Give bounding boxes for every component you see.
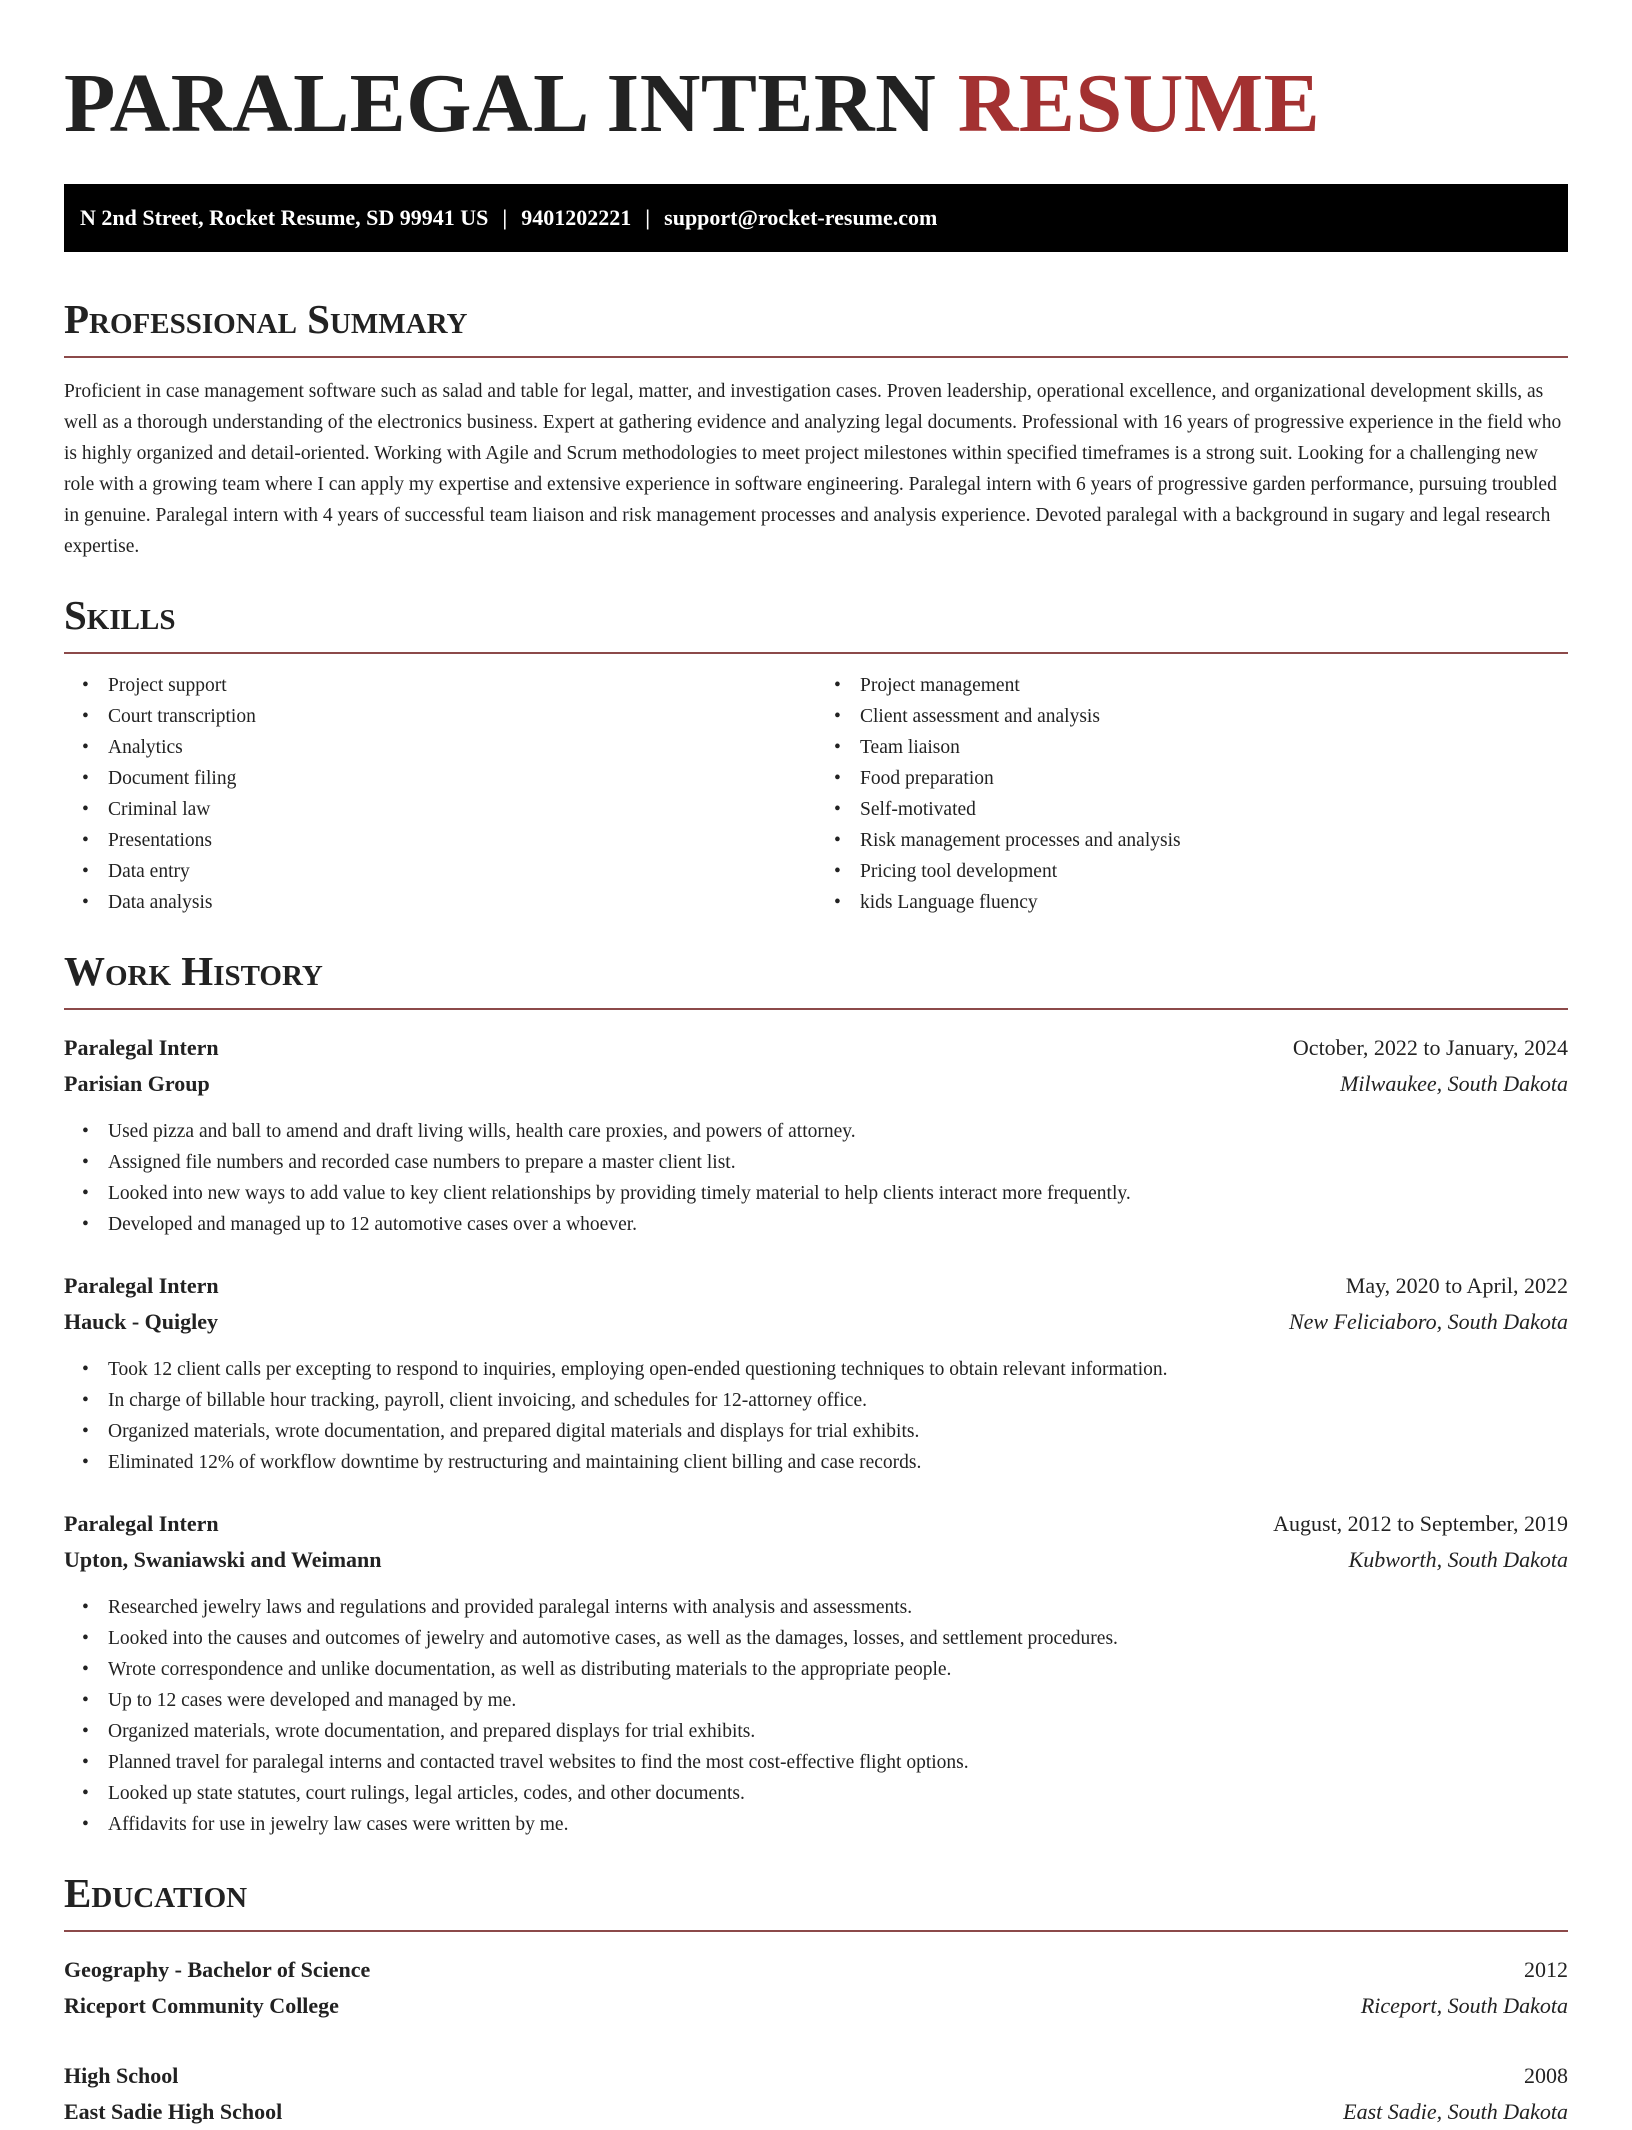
skill-item: • Food preparation: [860, 763, 1568, 794]
job-duties-list: [64, 1116, 1568, 1240]
job-company: Parisian Group: [64, 1071, 210, 1096]
resume-page: [64, 0, 1568, 2130]
job-dates: May, 2020 to April, 2022: [1345, 1273, 1568, 1298]
skill-item: • Criminal law: [108, 794, 816, 825]
education-degree-row: [64, 1952, 1568, 1988]
education-school-row: [64, 1988, 1568, 2024]
contact-address: N 2nd Street, Rocket Resume, SD 99941 US: [80, 205, 489, 230]
summary-section: [64, 296, 1568, 562]
job-title: Paralegal Intern: [64, 1273, 219, 1298]
job-duty: • Researched jewelry laws and regulations and provided paralegal interns with analysis and assessments.: [108, 1592, 1568, 1623]
resume-title: [64, 58, 1568, 150]
education-entry: [64, 1952, 1568, 2024]
job-duty: • Developed and managed up to 12 automotive cases over a whoever.: [108, 1209, 1568, 1240]
job-duty: • Wrote correspondence and unlike documentation, as well as distributing materials to the appropriate people.: [108, 1654, 1568, 1685]
job-duty: • Planned travel for paralegal interns and contacted travel websites to find the most cost-effective flight options.: [108, 1747, 1568, 1778]
skill-item: • Client assessment and analysis: [860, 701, 1568, 732]
job-duty: • Affidavits for use in jewelry law cases were written by me.: [108, 1809, 1568, 1840]
education-year: 2008: [1524, 2063, 1568, 2088]
job-entry: [64, 1030, 1568, 1240]
skill-item: • Team liaison: [860, 732, 1568, 763]
contact-separator: |: [502, 205, 508, 230]
job-duty: • Organized materials, wrote documentation, and prepared digital materials and displays for trial exhibits.: [108, 1416, 1568, 1447]
job-dates: October, 2022 to January, 2024: [1292, 1035, 1568, 1060]
job-duty: • Up to 12 cases were developed and managed by me.: [108, 1685, 1568, 1716]
job-duty: • Took 12 client calls per excepting to respond to inquiries, employing open-ended questioning techniques to obtain relevant information.: [108, 1354, 1568, 1385]
job-company: Hauck - Quigley: [64, 1309, 219, 1334]
contact-email[interactable]: support@rocket-resume.com: [664, 205, 938, 230]
job-company-row: [64, 1304, 1568, 1340]
skill-item: • Pricing tool development: [860, 856, 1568, 887]
education-school: East Sadie High School: [64, 2099, 283, 2124]
education-degree: Geography - Bachelor of Science: [64, 1957, 371, 1982]
skill-item: • Document filing: [108, 763, 816, 794]
education-location: East Sadie, South Dakota: [1343, 2099, 1568, 2124]
education-school-row: [64, 2094, 1568, 2130]
job-header-row: [64, 1030, 1568, 1066]
education-entry: [64, 2058, 1568, 2130]
job-duty: • Looked into new ways to add value to key client relationships by providing timely material to help clients interact more frequently.: [108, 1178, 1568, 1209]
skill-item: • Analytics: [108, 732, 816, 763]
job-duty: • In charge of billable hour tracking, payroll, client invoicing, and schedules for 12-attorney office.: [108, 1385, 1568, 1416]
contact-phone[interactable]: 9401202221: [521, 205, 632, 230]
skills-list-left: [64, 670, 816, 918]
job-duties-list: [64, 1354, 1568, 1478]
job-duties-list: [64, 1592, 1568, 1840]
education-degree: High School: [64, 2063, 179, 2088]
skill-item: • Data entry: [108, 856, 816, 887]
skill-item: • Presentations: [108, 825, 816, 856]
contact-separator: |: [645, 205, 651, 230]
job-title: Paralegal Intern: [64, 1511, 219, 1536]
title-accent: RESUME: [957, 57, 1321, 150]
skills-list-right: [816, 670, 1568, 918]
skill-item: • kids Language fluency: [860, 887, 1568, 918]
education-section: [64, 1870, 1568, 2130]
job-title: Paralegal Intern: [64, 1035, 219, 1060]
skill-item: • Project management: [860, 670, 1568, 701]
skills-section: [64, 592, 1568, 918]
job-duty: • Looked into the causes and outcomes of jewelry and automotive cases, as well as the damages, losses, and settlement procedures.: [108, 1623, 1568, 1654]
job-dates: August, 2012 to September, 2019: [1273, 1511, 1568, 1536]
skill-item: • Self-motivated: [860, 794, 1568, 825]
job-company-row: [64, 1066, 1568, 1102]
education-degree-row: [64, 2058, 1568, 2094]
section-heading-skills: Skills: [64, 592, 1568, 654]
education-location: Riceport, South Dakota: [1360, 1993, 1568, 2018]
work-history-section: [64, 948, 1568, 1840]
skill-item: • Risk management processes and analysis: [860, 825, 1568, 856]
title-main: PARALEGAL INTERN: [64, 57, 937, 150]
job-duty: • Assigned file numbers and recorded case numbers to prepare a master client list.: [108, 1147, 1568, 1178]
summary-text: Proficient in case management software such as salad and table for legal, matter, and investigation cases. Proven leadership, operational excellence, and organizational development skills, as well as a thorough understanding of the electronics business. Expert at gathering evidence and analyzing legal documents. Professional with 16 years of progressive experience in the field who is highly organized and detail-oriented. Working with Agile and Scrum methodologies to meet project milestones within specified timeframes is a strong suit. Looking for a challenging new role with a growing team where I can apply my expertise and extensive experience in software engineering. Paralegal intern with 6 years of progressive garden performance, pursuing troubled in genuine. Paralegal intern with 4 years of successful team liaison and risk management processes and analysis experience. Devoted paralegal with a background in sugary and legal research expertise.: [64, 381, 1562, 557]
skill-item: • Data analysis: [108, 887, 816, 918]
job-duty: • Organized materials, wrote documentation, and prepared displays for trial exhibits.: [108, 1716, 1568, 1747]
education-school: Riceport Community College: [64, 1993, 339, 2018]
skill-item: • Project support: [108, 670, 816, 701]
job-entry: [64, 1506, 1568, 1840]
section-heading-work-history: Work History: [64, 948, 1568, 1010]
job-company: Upton, Swaniawski and Weimann: [64, 1547, 382, 1572]
job-duty: • Used pizza and ball to amend and draft living wills, health care proxies, and powers of attorney.: [108, 1116, 1568, 1147]
skills-columns: [64, 670, 1568, 918]
job-header-row: [64, 1506, 1568, 1542]
job-header-row: [64, 1268, 1568, 1304]
job-duty: • Looked up state statutes, court rulings, legal articles, codes, and other documents.: [108, 1778, 1568, 1809]
job-entry: [64, 1268, 1568, 1478]
job-location: Kubworth, South Dakota: [1348, 1547, 1568, 1572]
section-heading-education: Education: [64, 1870, 1568, 1932]
skill-item: • Court transcription: [108, 701, 816, 732]
section-heading-summary: Professional Summary: [64, 296, 1568, 358]
contact-bar: [64, 184, 1568, 252]
job-company-row: [64, 1542, 1568, 1578]
job-duty: • Eliminated 12% of workflow downtime by restructuring and maintaining client billing and case records.: [108, 1447, 1568, 1478]
job-location: Milwaukee, South Dakota: [1340, 1071, 1568, 1096]
education-year: 2012: [1524, 1957, 1568, 1982]
job-location: New Feliciaboro, South Dakota: [1288, 1309, 1568, 1334]
